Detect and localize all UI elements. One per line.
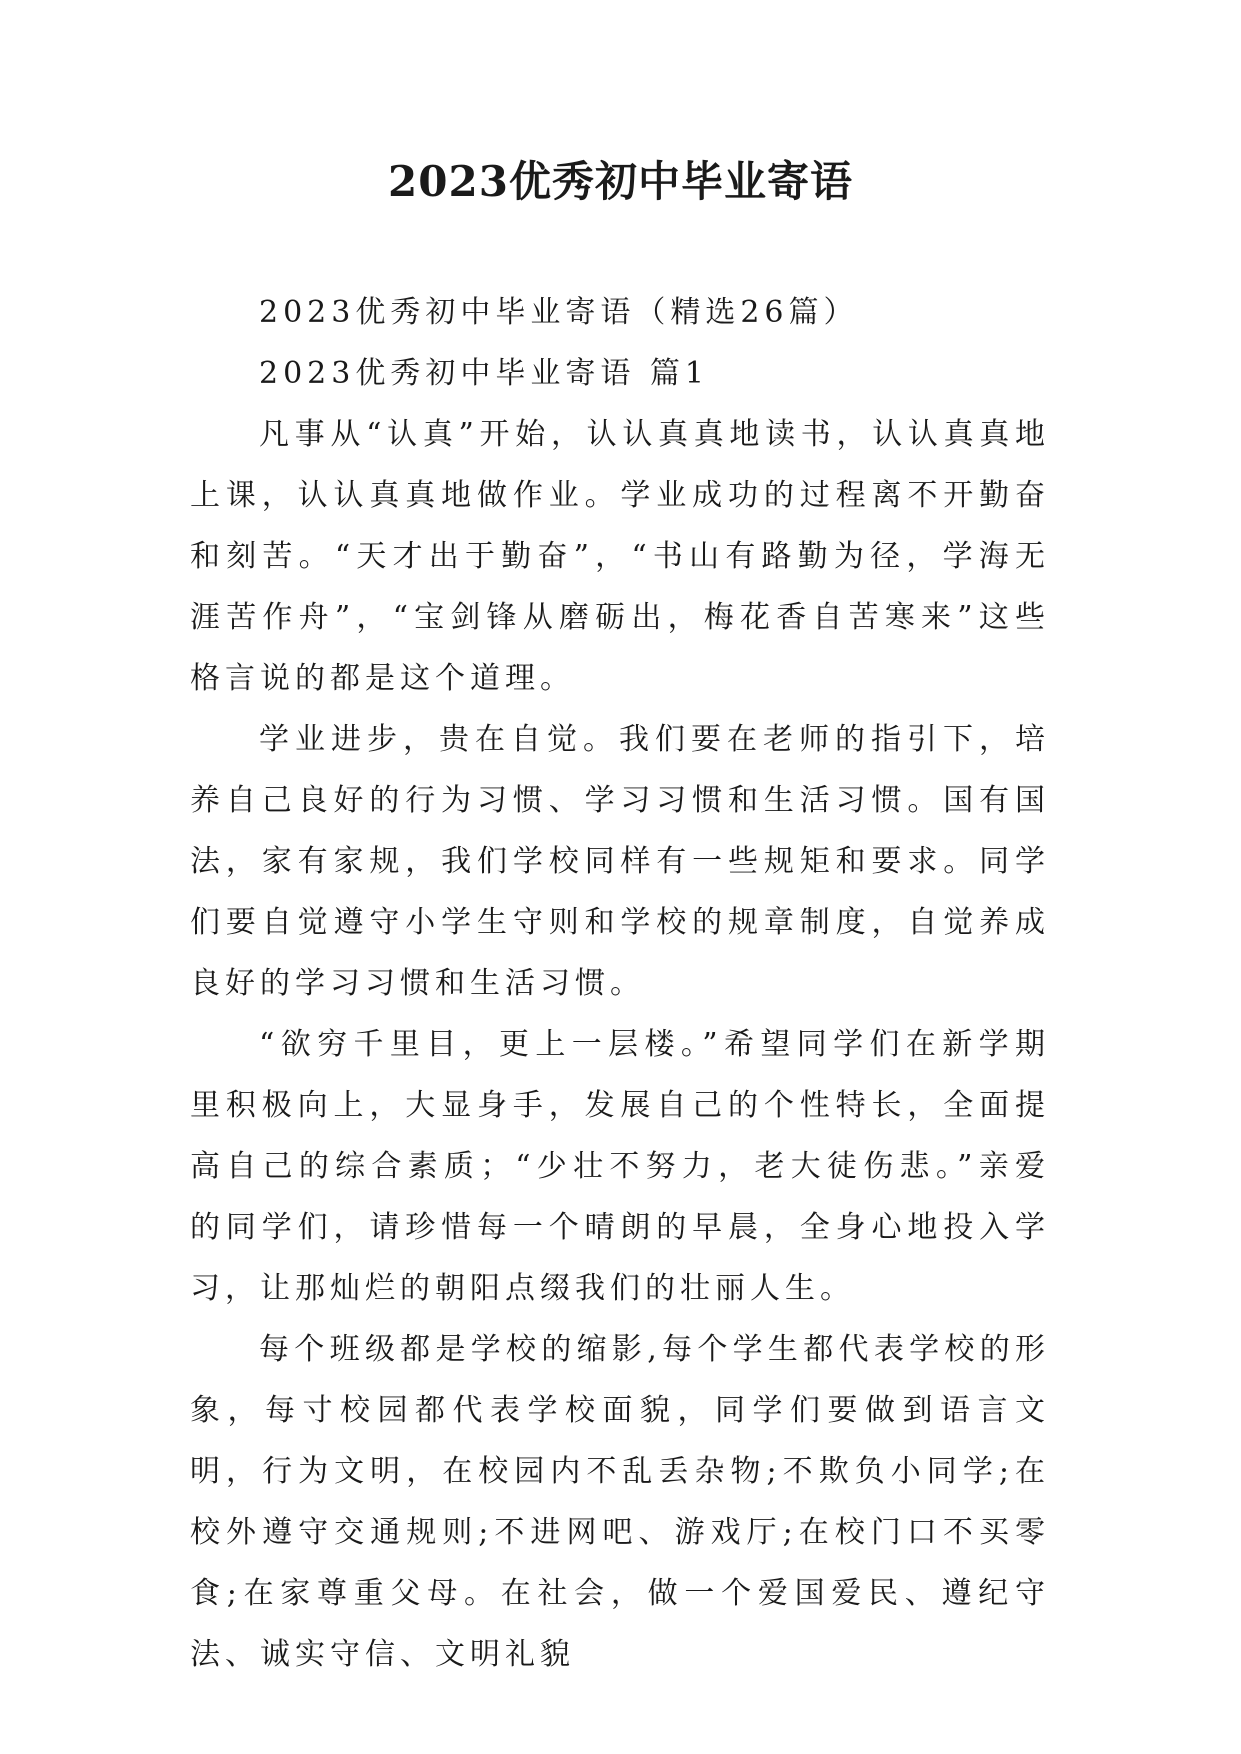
paragraph: 凡事从“认真”开始，认认真真地读书，认认真真地上课，认认真真地做作业。学业成功的过程离不开勤奋和刻苦。“天才出于勤奋”，“书山有路勤为径，学海无涯苦作舟”，“宝剑锋从磨砺出，梅花香自苦寒来”这些格言说的都是这个道理。 <box>190 417 1050 696</box>
section-heading: 2023优秀初中毕业寄语 篇1 <box>259 356 709 391</box>
paragraph: 学业进步，贵在自觉。我们要在老师的指引下，培养自己良好的行为习惯、学习习惯和生活习惯。国有国法，家有家规，我们学校同样有一些规矩和要求。同学们要自觉遵守小学生守则和学校的规章制度，自觉养成良好的学习习惯和生活习惯。 <box>190 722 1050 1001</box>
document-body <box>190 282 1050 1685</box>
document-subtitle: 2023优秀初中毕业寄语（精选26篇） <box>259 295 859 330</box>
paragraph: 每个班级都是学校的缩影,每个学生都代表学校的形象，每寸校园都代表学校面貌，同学们要做到语言文明，行为文明，在校园内不乱丢杂物;不欺负小同学;在校外遵守交通规则;不进网吧、游戏厅;在校门口不买零食;在家尊重父母。在社会，做一个爱国爱民、遵纪守法、诚实守信、文明礼貌 <box>190 1332 1050 1672</box>
document-title: 2023优秀初中毕业寄语 <box>388 157 853 206</box>
paragraph: “欲穷千里目，更上一层楼。”希望同学们在新学期里积极向上，大显身手，发展自己的个性特长，全面提高自己的综合素质；“少壮不努力，老大徒伤悲。”亲爱的同学们，请珍惜每一个晴朗的早晨，全身心地投入学习，让那灿烂的朝阳点缀我们的壮丽人生。 <box>190 1027 1050 1306</box>
